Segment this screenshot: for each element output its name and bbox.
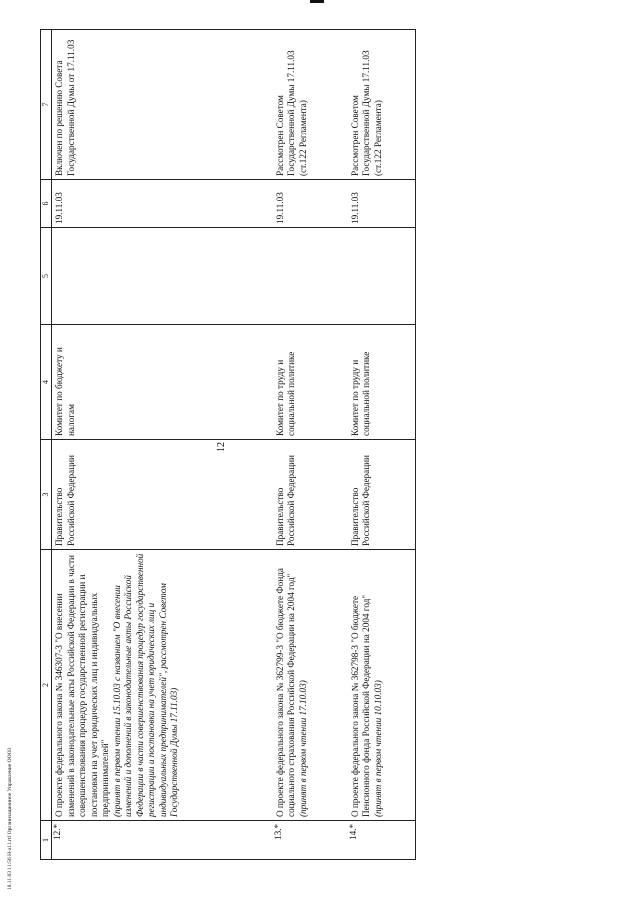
date-cell: 19.11.03	[273, 180, 348, 228]
remark-cell: Включен по решению Совета Государственной Думы от 17.11.03	[52, 30, 273, 180]
bill-description-cell	[272, 550, 348, 840]
bill-title: О проекте федерального закона № 362798-3 "О бюджете Пенсионного фонда Российской Федерации на 2004 год"	[349, 594, 371, 817]
header-col-1: 1	[41, 821, 52, 860]
bill-reading-note: (принят в первом чтении 17.10.03)	[297, 680, 308, 817]
header-col-5: 5	[41, 228, 52, 325]
author-cell: Правительство Российской Федерации	[273, 440, 348, 550]
page-number: 12	[216, 442, 227, 452]
item-number: 14.*	[347, 823, 358, 840]
agenda-table	[40, 29, 416, 860]
footer-file-info: 18.11.03 11:56 H-a11.rtf Организационное Управление ООО3	[7, 747, 13, 890]
header-col-4: 4	[41, 325, 52, 440]
column-5-cell	[348, 228, 416, 325]
item-number: 12.*	[52, 823, 62, 840]
header-col-2: 2	[41, 550, 52, 821]
table-row	[52, 30, 273, 860]
header-col-6: 6	[41, 180, 52, 228]
header-row	[41, 30, 52, 860]
remark-cell: Рассмотрен Советом Государственной Думы 17.11.03 (ст.122 Регламента)	[273, 30, 348, 180]
header-col-7: 7	[41, 30, 52, 180]
table-row	[348, 30, 416, 860]
committee-cell: Комитет по труду и социальной политике	[348, 325, 416, 440]
header-col-3: 3	[41, 440, 52, 550]
bill-title: О проекте федерального закона № 362799-3 "О бюджете Фонда социального страхования Российской Федерации на 2004 год"	[274, 568, 296, 817]
item-number: 13.*	[272, 823, 283, 840]
author-cell: Правительство Российской Федерации	[52, 440, 273, 550]
bill-description-cell	[52, 550, 273, 840]
bill-reading-note: (принят в первом чтении 15.10.03 с названием "О внесении изменений и дополнений в законодательные акты Российской Федерации в части совершенствования процедур государственной регистрации и постановки на учет юридических лиц и индивидуальных предпринимателей", рассмотрен Советом Государственной Думы 17.11.03)	[111, 553, 179, 817]
bill-title: О проекте федерального закона № 346307-3 "О внесении изменений в законодательные акты Российской Федерации в части совершенствования процедур государственной регистрации и постановки на учет юридических лиц и индивидуальных предпринимателей"	[54, 555, 110, 817]
author-cell: Правительство Российской Федерации	[348, 440, 416, 550]
table-row	[273, 30, 348, 860]
bill-description-cell	[347, 550, 416, 840]
bill-reading-note: (принят в первом чтении 10.10.03)	[372, 680, 383, 817]
committee-cell: Комитет по бюджету и налогам	[52, 325, 273, 440]
column-5-cell	[273, 228, 348, 325]
agenda-table-rotated	[40, 30, 445, 860]
date-cell: 19.11.03	[52, 180, 273, 228]
row-number-cell	[52, 821, 273, 860]
remark-cell: Рассмотрен Советом Государственной Думы 17.11.03 (ст.122 Регламента)	[348, 30, 416, 180]
top-edge-mark	[310, 0, 324, 3]
date-cell: 19.11.03	[348, 180, 416, 228]
committee-cell: Комитет по труду и социальной политике	[273, 325, 348, 440]
column-5-cell	[52, 228, 273, 325]
